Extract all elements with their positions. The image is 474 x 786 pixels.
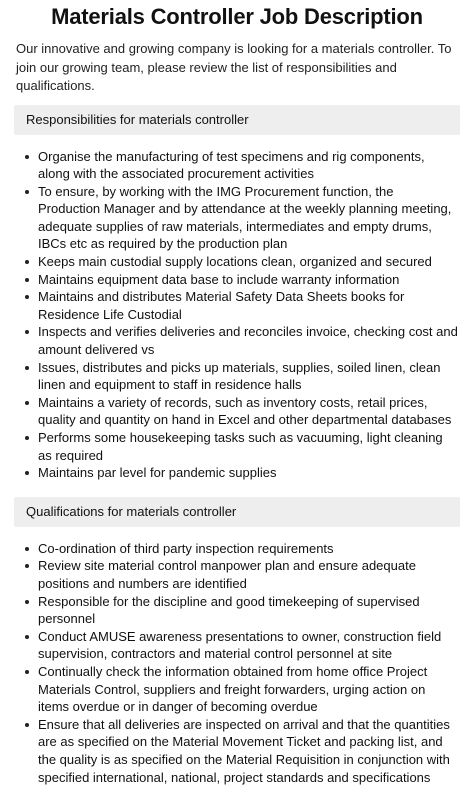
list-item: Review site material control manpower plan and ensure adequate positions and numbers are identified [38, 557, 458, 592]
list-item: Maintains equipment data base to include warranty information [38, 271, 458, 289]
intro-paragraph: Our innovative and growing company is looking for a materials controller. To join our growing team, please review the list of responsibilities and qualifications. [16, 41, 452, 93]
list-item: Keeps main custodial supply locations clean, organized and secured [38, 253, 458, 271]
responsibilities-heading: Responsibilities for materials controller [14, 105, 460, 135]
responsibilities-list [16, 148, 458, 482]
list-item: Maintains and distributes Material Safety Data Sheets books for Residence Life Custodial [38, 288, 458, 323]
list-item: Continually check the information obtained from home office Project Materials Control, suppliers and freight forwarders, urging action on items overdue or in danger of becoming overdue [38, 663, 458, 716]
list-item: Inspects and verifies deliveries and reconciles invoice, checking cost and amount delivered vs [38, 324, 458, 358]
list-item: Ensure that all deliveries are inspected on arrival and that the quantities are as specified on the Material Movement Ticket and packing list, and the quality is as specified on the Material Requisition in conjunction with specified international, national, project standards and specifications [38, 716, 458, 786]
list-item: Responsible for the discipline and good timekeeping of supervised personnel [38, 593, 458, 628]
qualifications-heading: Qualifications for materials controller [14, 497, 460, 527]
list-item: Organise the manufacturing of test specimens and rig components, along with the associated procurement activities [38, 148, 458, 183]
page-title: Materials Controller Job Description [51, 4, 423, 29]
list-item: Maintains par level for pandemic supplies [38, 464, 458, 482]
list-item: Maintains a variety of records, such as inventory costs, retail prices, quality and quantity on hand in Excel and other departmental databases [38, 394, 458, 429]
list-item: Conduct AMUSE awareness presentations to owner, construction field supervision, contractors and material control personnel at site [38, 628, 458, 663]
list-item: Performs some housekeeping tasks such as vacuuming, light cleaning as required [38, 429, 458, 464]
list-item: Co-ordination of third party inspection requirements [38, 540, 458, 558]
list-item: Issues, distributes and picks up materials, supplies, soiled linen, clean linen and equipment to staff in residence halls [38, 359, 458, 394]
list-item: To ensure, by working with the IMG Procurement function, the Production Manager and by attendance at the weekly planning meeting, adequate supplies of raw materials, intermediates and empty drums, IBCs etc as required by the production plan [38, 183, 458, 253]
qualifications-list [16, 540, 458, 786]
